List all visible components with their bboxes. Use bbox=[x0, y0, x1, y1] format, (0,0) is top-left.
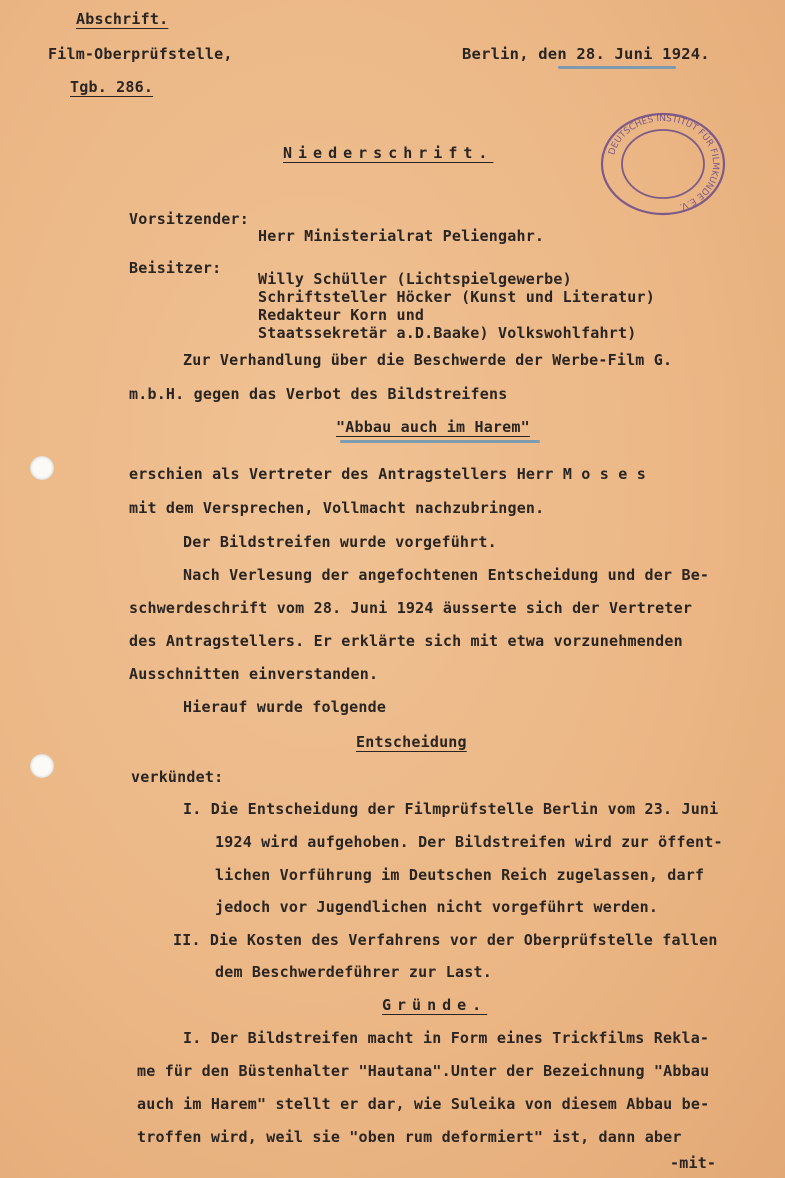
abschrift-label: Abschrift. bbox=[76, 10, 169, 28]
para4-line-2: schwerdeschrift vom 28. Juni 1924 äusserte sich der Vertreter bbox=[129, 599, 693, 617]
entscheidung-heading: Entscheidung bbox=[356, 733, 467, 751]
page-title: Niederschrift. bbox=[283, 144, 494, 162]
verkuendet-label: verkündet: bbox=[131, 768, 224, 786]
para4-line-1: Nach Verlesung der angefochtenen Entscheidung und der Be- bbox=[183, 566, 710, 584]
para1-line-1: Zur Verhandlung über die Beschwerde der Werbe-Film G. bbox=[183, 351, 673, 369]
gruende-line-3: auch im Harem" stellt er dar, wie Suleika von diesem Abbau be- bbox=[137, 1095, 710, 1113]
gruende-line-1: I. Der Bildstreifen macht in Form eines Trickfilms Rekla- bbox=[183, 1029, 710, 1047]
continuation-mark: -mit- bbox=[670, 1154, 717, 1172]
para1-line-2: m.b.H. gegen das Verbot des Bildstreifens bbox=[129, 385, 508, 403]
beisitzer-line-2: Schriftsteller Höcker (Kunst und Literatur) bbox=[258, 288, 655, 306]
blue-pencil-mark bbox=[558, 66, 676, 69]
blue-pencil-underline bbox=[340, 440, 540, 443]
institute-stamp bbox=[600, 112, 726, 216]
decision-1-line-1: I. Die Entscheidung der Filmprüfstelle Berlin vom 23. Juni bbox=[183, 800, 719, 818]
decision-2-line-2: dem Beschwerdeführer zur Last. bbox=[215, 963, 492, 981]
para2-line-2: mit dem Versprechen, Vollmacht nachzubringen. bbox=[129, 499, 545, 517]
gruende-line-2: me für den Büstenhalter "Hautana".Unter der Bezeichnung "Abbau bbox=[137, 1062, 710, 1080]
punch-hole-bottom bbox=[30, 754, 54, 778]
punch-hole-top bbox=[30, 456, 54, 480]
vorsitzender-label: Vorsitzender: bbox=[129, 210, 249, 228]
decision-1-line-4: jedoch vor Jugendlichen nicht vorgeführt werden. bbox=[215, 898, 659, 916]
film-title: "Abbau auch im Harem" bbox=[336, 418, 530, 436]
decision-1-line-2: 1924 wird aufgehoben. Der Bildstreifen wird zur öffent- bbox=[215, 833, 723, 851]
para5: Hierauf wurde folgende bbox=[183, 698, 387, 716]
decision-2-line-1: II. Die Kosten des Verfahrens vor der Oberprüfstelle fallen bbox=[173, 931, 718, 949]
beisitzer-line-4: Staatssekretär a.D.Baake) Volkswohlfahrt) bbox=[258, 324, 637, 342]
para4-line-3: des Antragstellers. Er erklärte sich mit etwa vorzunehmenden bbox=[129, 632, 683, 650]
gruende-line-4: troffen wird, weil sie "oben rum deformiert" ist, dann aber bbox=[137, 1128, 682, 1146]
place-date: Berlin, den 28. Juni 1924. bbox=[462, 45, 710, 63]
para4-line-4: Ausschnitten einverstanden. bbox=[129, 665, 379, 683]
para2-line-1: erschien als Vertreter des Antragstellers Herr M o s e s bbox=[129, 465, 646, 483]
office-name: Film-Oberprüfstelle, bbox=[48, 45, 233, 63]
beisitzer-line-1: Willy Schüller (Lichtspielgewerbe) bbox=[258, 270, 572, 288]
decision-1-line-3: lichen Vorführung im Deutschen Reich zugelassen, darf bbox=[215, 866, 705, 884]
beisitzer-line-3: Redakteur Korn und bbox=[258, 306, 425, 324]
vorsitzender-name: Herr Ministerialrat Peliengahr. bbox=[258, 227, 545, 245]
tgb-number: Tgb. 286. bbox=[70, 78, 154, 96]
stamp-text: DEUTSCHES INSTITUT FÜR FILMKUNDE E.V. bbox=[607, 113, 721, 212]
para3: Der Bildstreifen wurde vorgeführt. bbox=[183, 533, 497, 551]
beisitzer-label: Beisitzer: bbox=[129, 259, 222, 277]
gruende-heading: Gründe. bbox=[382, 996, 488, 1014]
